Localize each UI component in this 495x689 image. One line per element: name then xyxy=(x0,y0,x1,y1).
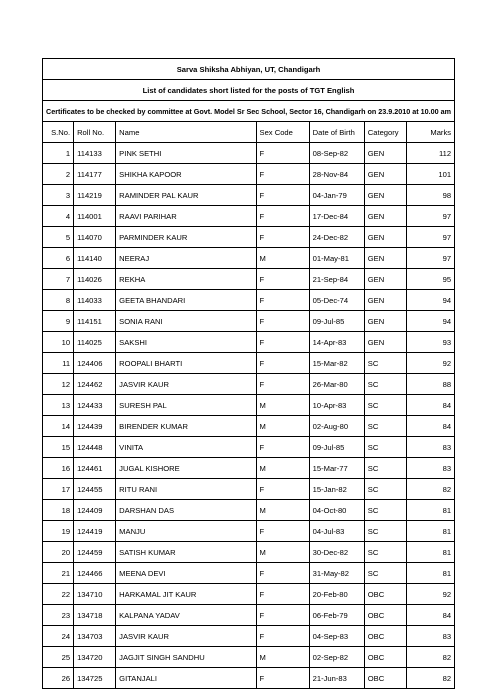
table-row xyxy=(43,563,455,584)
cell-sex-code: F xyxy=(256,185,309,206)
cell-date-of-birth: 09-Jul-85 xyxy=(309,311,364,332)
table-row xyxy=(43,416,455,437)
cell-marks: 84 xyxy=(406,416,454,437)
cell-marks: 88 xyxy=(406,374,454,395)
cell-name: GEETA BHANDARI xyxy=(116,290,256,311)
table-row xyxy=(43,668,455,689)
cell-date-of-birth: 14-Apr-83 xyxy=(309,332,364,353)
cell-name: JASVIR KAUR xyxy=(116,626,256,647)
cell-name: RAMINDER PAL KAUR xyxy=(116,185,256,206)
cell-name: ROOPALI BHARTI xyxy=(116,353,256,374)
cell-sno: 25 xyxy=(43,647,74,668)
cell-roll-no: 114140 xyxy=(74,248,116,269)
cell-sno: 23 xyxy=(43,605,74,626)
cell-sex-code: F xyxy=(256,437,309,458)
cell-category: OBC xyxy=(364,584,406,605)
table-row xyxy=(43,269,455,290)
cell-roll-no: 114001 xyxy=(74,206,116,227)
cell-category: SC xyxy=(364,542,406,563)
cell-category: SC xyxy=(364,500,406,521)
header-roll-no: Roll No. xyxy=(74,122,116,143)
cell-category: SC xyxy=(364,437,406,458)
table-row xyxy=(43,164,455,185)
cell-sno: 10 xyxy=(43,332,74,353)
cell-sno: 19 xyxy=(43,521,74,542)
cell-roll-no: 124409 xyxy=(74,500,116,521)
cell-date-of-birth: 10-Apr-83 xyxy=(309,395,364,416)
cell-date-of-birth: 30-Dec-82 xyxy=(309,542,364,563)
cell-marks: 97 xyxy=(406,248,454,269)
table-row xyxy=(43,185,455,206)
cell-date-of-birth: 28-Nov-84 xyxy=(309,164,364,185)
cell-category: SC xyxy=(364,416,406,437)
cell-date-of-birth: 04-Sep-83 xyxy=(309,626,364,647)
cell-marks: 94 xyxy=(406,290,454,311)
cell-date-of-birth: 15-Mar-82 xyxy=(309,353,364,374)
cell-sno: 12 xyxy=(43,374,74,395)
cell-date-of-birth: 21-Sep-84 xyxy=(309,269,364,290)
cell-marks: 84 xyxy=(406,395,454,416)
cell-roll-no: 124462 xyxy=(74,374,116,395)
cell-sex-code: F xyxy=(256,164,309,185)
document-title: Sarva Shiksha Abhiyan, UT, Chandigarh xyxy=(43,59,455,80)
cell-name: SAKSHI xyxy=(116,332,256,353)
cell-category: GEN xyxy=(364,185,406,206)
cell-date-of-birth: 08-Sep-82 xyxy=(309,143,364,164)
cell-sex-code: F xyxy=(256,563,309,584)
cell-roll-no: 124459 xyxy=(74,542,116,563)
cell-sno: 6 xyxy=(43,248,74,269)
cell-marks: 92 xyxy=(406,353,454,374)
cell-sex-code: M xyxy=(256,416,309,437)
cell-sno: 18 xyxy=(43,500,74,521)
cell-marks: 81 xyxy=(406,500,454,521)
cell-sex-code: M xyxy=(256,500,309,521)
cell-date-of-birth: 05-Dec-74 xyxy=(309,290,364,311)
cell-date-of-birth: 09-Jul-85 xyxy=(309,437,364,458)
header-marks: Marks xyxy=(406,122,454,143)
cell-roll-no: 124439 xyxy=(74,416,116,437)
table-row xyxy=(43,206,455,227)
table-row xyxy=(43,290,455,311)
table-row xyxy=(43,227,455,248)
cell-roll-no: 114151 xyxy=(74,311,116,332)
cell-category: GEN xyxy=(364,206,406,227)
cell-sno: 8 xyxy=(43,290,74,311)
cell-sex-code: F xyxy=(256,374,309,395)
cell-sno: 16 xyxy=(43,458,74,479)
cell-category: GEN xyxy=(364,227,406,248)
cell-marks: 82 xyxy=(406,647,454,668)
cell-date-of-birth: 02-Aug-80 xyxy=(309,416,364,437)
table-row xyxy=(43,143,455,164)
cell-date-of-birth: 15-Jan-82 xyxy=(309,479,364,500)
cell-name: JUGAL KISHORE xyxy=(116,458,256,479)
table-row xyxy=(43,332,455,353)
cell-roll-no: 124448 xyxy=(74,437,116,458)
cell-sex-code: F xyxy=(256,206,309,227)
cell-name: SONIA RANI xyxy=(116,311,256,332)
cell-marks: 98 xyxy=(406,185,454,206)
cell-category: OBC xyxy=(364,668,406,689)
cell-category: SC xyxy=(364,563,406,584)
cell-sex-code: M xyxy=(256,542,309,563)
cell-date-of-birth: 24-Dec-82 xyxy=(309,227,364,248)
cell-date-of-birth: 02-Sep-82 xyxy=(309,647,364,668)
cell-category: GEN xyxy=(364,269,406,290)
cell-sno: 17 xyxy=(43,479,74,500)
cell-category: SC xyxy=(364,353,406,374)
table-row xyxy=(43,374,455,395)
cell-sno: 21 xyxy=(43,563,74,584)
cell-date-of-birth: 17-Dec-84 xyxy=(309,206,364,227)
cell-name: DARSHAN DAS xyxy=(116,500,256,521)
document-subtitle: List of candidates short listed for the posts of TGT English xyxy=(43,80,455,101)
cell-roll-no: 114219 xyxy=(74,185,116,206)
cell-category: OBC xyxy=(364,605,406,626)
cell-sex-code: F xyxy=(256,605,309,626)
cell-roll-no: 124461 xyxy=(74,458,116,479)
cell-category: GEN xyxy=(364,164,406,185)
cell-sno: 3 xyxy=(43,185,74,206)
cell-name: KALPANA YADAV xyxy=(116,605,256,626)
subtitle-row xyxy=(43,80,455,101)
header-name: Name xyxy=(116,122,256,143)
cell-date-of-birth: 31-May-82 xyxy=(309,563,364,584)
cell-name: JAGJIT SINGH SANDHU xyxy=(116,647,256,668)
header-sno: S.No. xyxy=(43,122,74,143)
cell-name: SHIKHA KAPOOR xyxy=(116,164,256,185)
cell-sex-code: F xyxy=(256,668,309,689)
cell-roll-no: 124406 xyxy=(74,353,116,374)
cell-name: MEENA DEVI xyxy=(116,563,256,584)
table-row xyxy=(43,311,455,332)
cell-sno: 4 xyxy=(43,206,74,227)
cell-category: GEN xyxy=(364,143,406,164)
cell-sno: 14 xyxy=(43,416,74,437)
note-row xyxy=(43,101,455,122)
cell-marks: 81 xyxy=(406,521,454,542)
cell-roll-no: 124433 xyxy=(74,395,116,416)
cell-marks: 93 xyxy=(406,332,454,353)
cell-sex-code: M xyxy=(256,248,309,269)
cell-marks: 84 xyxy=(406,605,454,626)
cell-roll-no: 114033 xyxy=(74,290,116,311)
document-note: Certificates to be checked by committee at Govt. Model Sr Sec School, Sector 16, Chandigarh on 23.9.2010 at 10.00 am xyxy=(43,101,455,122)
cell-marks: 97 xyxy=(406,227,454,248)
cell-roll-no: 134710 xyxy=(74,584,116,605)
cell-sex-code: F xyxy=(256,353,309,374)
cell-date-of-birth: 26-Mar-80 xyxy=(309,374,364,395)
header-sex-code: Sex Code xyxy=(256,122,309,143)
cell-sex-code: M xyxy=(256,647,309,668)
table-row xyxy=(43,395,455,416)
cell-name: HARKAMAL JIT KAUR xyxy=(116,584,256,605)
table-row xyxy=(43,584,455,605)
cell-sno: 15 xyxy=(43,437,74,458)
cell-sno: 22 xyxy=(43,584,74,605)
cell-roll-no: 124419 xyxy=(74,521,116,542)
table-row xyxy=(43,458,455,479)
cell-marks: 95 xyxy=(406,269,454,290)
cell-marks: 92 xyxy=(406,584,454,605)
cell-roll-no: 124466 xyxy=(74,563,116,584)
cell-category: SC xyxy=(364,479,406,500)
cell-date-of-birth: 04-Jan-79 xyxy=(309,185,364,206)
cell-name: BIRENDER KUMAR xyxy=(116,416,256,437)
cell-marks: 101 xyxy=(406,164,454,185)
cell-roll-no: 114070 xyxy=(74,227,116,248)
cell-marks: 82 xyxy=(406,479,454,500)
cell-name: VINITA xyxy=(116,437,256,458)
cell-sex-code: F xyxy=(256,269,309,290)
cell-marks: 82 xyxy=(406,668,454,689)
table-row xyxy=(43,605,455,626)
cell-roll-no: 134718 xyxy=(74,605,116,626)
cell-sno: 1 xyxy=(43,143,74,164)
cell-roll-no: 134720 xyxy=(74,647,116,668)
cell-date-of-birth: 04-Jul-83 xyxy=(309,521,364,542)
table-row xyxy=(43,479,455,500)
cell-roll-no: 134703 xyxy=(74,626,116,647)
cell-sex-code: F xyxy=(256,290,309,311)
cell-marks: 83 xyxy=(406,626,454,647)
cell-name: RITU RANI xyxy=(116,479,256,500)
header-date-of-birth: Date of Birth xyxy=(309,122,364,143)
cell-name: RAAVI PARIHAR xyxy=(116,206,256,227)
table-row xyxy=(43,353,455,374)
cell-marks: 94 xyxy=(406,311,454,332)
cell-name: JASVIR KAUR xyxy=(116,374,256,395)
cell-sno: 5 xyxy=(43,227,74,248)
cell-name: PARMINDER KAUR xyxy=(116,227,256,248)
cell-name: REKHA xyxy=(116,269,256,290)
cell-roll-no: 114025 xyxy=(74,332,116,353)
cell-sno: 2 xyxy=(43,164,74,185)
table-row xyxy=(43,626,455,647)
cell-category: GEN xyxy=(364,311,406,332)
cell-sno: 11 xyxy=(43,353,74,374)
cell-marks: 83 xyxy=(406,437,454,458)
cell-date-of-birth: 01-May-81 xyxy=(309,248,364,269)
cell-sex-code: M xyxy=(256,458,309,479)
cell-category: GEN xyxy=(364,332,406,353)
table-row xyxy=(43,500,455,521)
cell-category: SC xyxy=(364,395,406,416)
cell-category: GEN xyxy=(364,248,406,269)
header-category: Category xyxy=(364,122,406,143)
cell-name: SATISH KUMAR xyxy=(116,542,256,563)
cell-roll-no: 124455 xyxy=(74,479,116,500)
cell-sex-code: F xyxy=(256,626,309,647)
table-row xyxy=(43,542,455,563)
cell-name: MANJU xyxy=(116,521,256,542)
cell-sno: 26 xyxy=(43,668,74,689)
cell-sex-code: F xyxy=(256,479,309,500)
cell-category: SC xyxy=(364,521,406,542)
cell-sno: 20 xyxy=(43,542,74,563)
cell-marks: 112 xyxy=(406,143,454,164)
cell-name: GITANJALI xyxy=(116,668,256,689)
cell-roll-no: 114133 xyxy=(74,143,116,164)
cell-name: SURESH PAL xyxy=(116,395,256,416)
table-row xyxy=(43,437,455,458)
cell-sex-code: F xyxy=(256,521,309,542)
cell-date-of-birth: 21-Jun-83 xyxy=(309,668,364,689)
column-header-row xyxy=(43,122,455,143)
cell-sno: 9 xyxy=(43,311,74,332)
cell-marks: 83 xyxy=(406,458,454,479)
cell-sex-code: M xyxy=(256,395,309,416)
cell-sex-code: F xyxy=(256,332,309,353)
candidates-table xyxy=(42,58,455,689)
cell-roll-no: 114026 xyxy=(74,269,116,290)
cell-marks: 97 xyxy=(406,206,454,227)
cell-sno: 24 xyxy=(43,626,74,647)
cell-category: SC xyxy=(364,458,406,479)
cell-marks: 81 xyxy=(406,542,454,563)
cell-roll-no: 114177 xyxy=(74,164,116,185)
cell-date-of-birth: 20-Feb-80 xyxy=(309,584,364,605)
cell-category: OBC xyxy=(364,626,406,647)
cell-name: NEERAJ xyxy=(116,248,256,269)
cell-category: GEN xyxy=(364,290,406,311)
cell-category: OBC xyxy=(364,647,406,668)
cell-name: PINK SETHI xyxy=(116,143,256,164)
cell-sex-code: F xyxy=(256,143,309,164)
table-row xyxy=(43,248,455,269)
cell-date-of-birth: 15-Mar-77 xyxy=(309,458,364,479)
cell-roll-no: 134725 xyxy=(74,668,116,689)
cell-date-of-birth: 06-Feb-79 xyxy=(309,605,364,626)
cell-date-of-birth: 04-Oct-80 xyxy=(309,500,364,521)
cell-sex-code: F xyxy=(256,311,309,332)
cell-category: SC xyxy=(364,374,406,395)
table-row xyxy=(43,521,455,542)
cell-sex-code: F xyxy=(256,227,309,248)
table-row xyxy=(43,647,455,668)
cell-marks: 81 xyxy=(406,563,454,584)
table-body xyxy=(43,59,455,689)
cell-sno: 7 xyxy=(43,269,74,290)
cell-sex-code: F xyxy=(256,584,309,605)
title-row xyxy=(43,59,455,80)
cell-sno: 13 xyxy=(43,395,74,416)
